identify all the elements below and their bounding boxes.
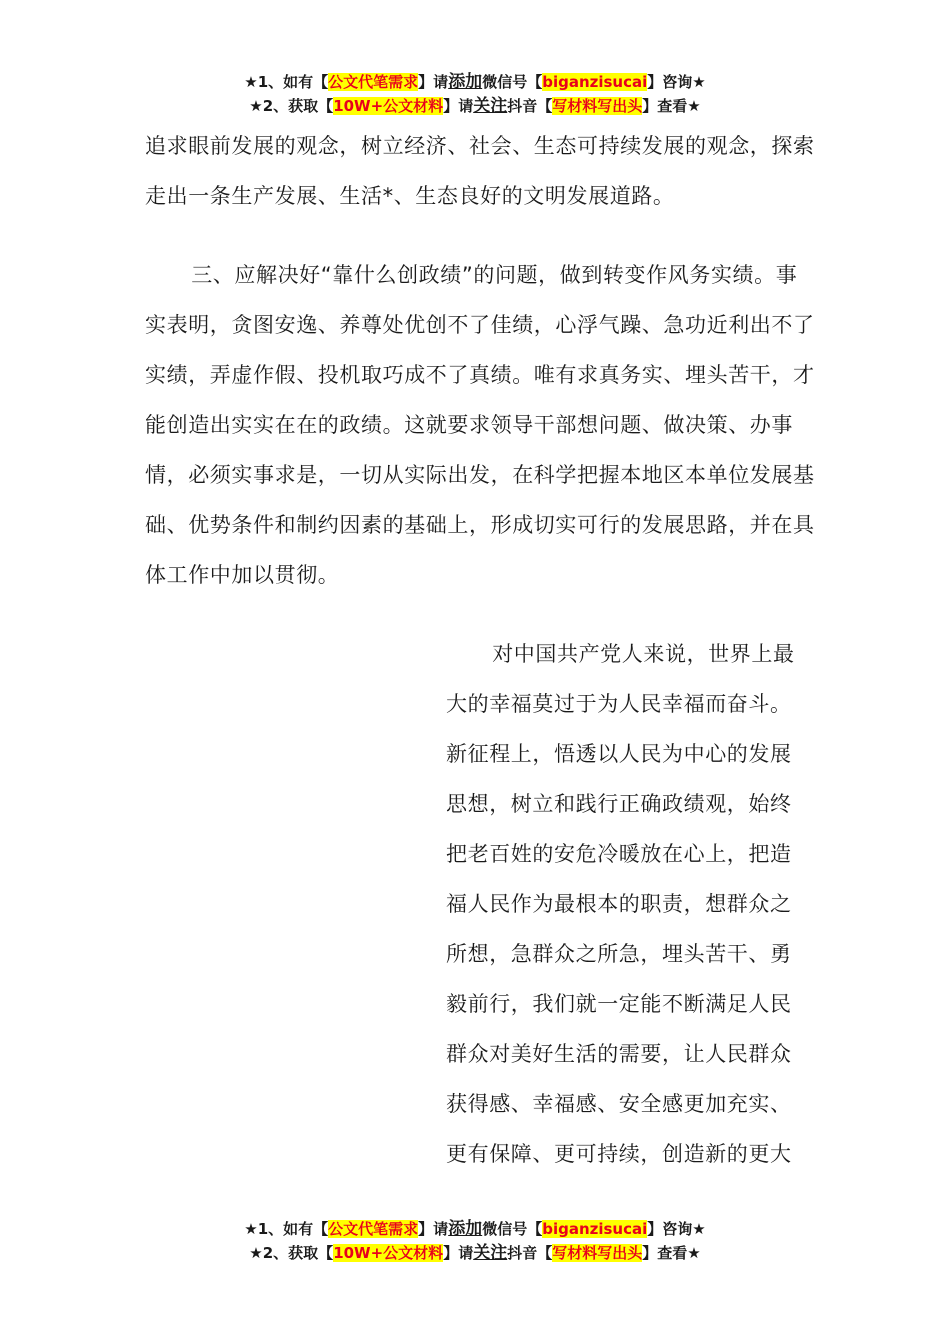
highlight-service: 公文代笔需求 bbox=[328, 73, 419, 91]
paragraph-text: 追求眼前发展的观念，树立经济、社会、生态可持续发展的观念，探索走出一条生产发展、生活*、生态良好的文明发展道路。 bbox=[145, 134, 815, 208]
paragraph-text: 三、应解决好“靠什么创政绩”的问题，做到转变作风务实绩。事实表明，贪图安逸、养尊处优创不了佳绩，心浮气躁、急功近利出不了实绩，弄虚作假、投机取巧成不了真绩。唯有求真务实、埋头苦干，才能创造出实实在在的政绩。这就要求领导干部想问题、做决策、办事情，必须实事求是，一切从实际出发，在科学把握本地区本单位发展基础、优势条件和制约因素的基础上，形成切实可行的发展思路，并在具体工作中加以贯彻。 bbox=[145, 263, 815, 587]
paragraph-text: 对中国共产党人来说，世界上最大的幸福莫过于为人民幸福而奋斗。新征程上，悟透以人民为中心的发展思想，树立和践行正确政绩观，始终把老百姓的安危冷暖放在心上，把造福人民作为最根本的职责，想群众之所想，急群众之所急，埋头苦干、勇毅前行，我们就一定能不断满足人民群众对美好生活的需要，让人民群众获得感、幸福感、安全感更加充实、更有保障、更可持续，创造新的更大 bbox=[446, 642, 795, 1166]
banner-line-2: ★2、获取【10W+公文材料】请关注抖音【写材料写出头】查看★ bbox=[249, 96, 701, 116]
banner-line-1: ★1、如有【公文代笔需求】请添加微信号【biganzisucai】咨询★ bbox=[244, 1219, 706, 1239]
highlight-service: 公文代笔需求 bbox=[328, 1220, 419, 1238]
header-banner bbox=[0, 70, 950, 118]
highlight-wechat-id: biganzisucai bbox=[542, 73, 648, 91]
highlight-wechat-id: biganzisucai bbox=[542, 1220, 648, 1238]
paragraph-2 bbox=[145, 250, 815, 600]
highlight-douyin: 写材料写出头 bbox=[552, 97, 643, 115]
banner-line-2: ★2、获取【10W+公文材料】请关注抖音【写材料写出头】查看★ bbox=[249, 1243, 701, 1263]
highlight-materials: 10W+公文材料 bbox=[333, 97, 444, 115]
banner-line-1: ★1、如有【公文代笔需求】请添加微信号【biganzisucai】咨询★ bbox=[244, 72, 706, 92]
highlight-materials: 10W+公文材料 bbox=[333, 1244, 444, 1262]
highlight-douyin: 写材料写出头 bbox=[552, 1244, 643, 1262]
footer-banner bbox=[0, 1217, 950, 1265]
paragraph-1 bbox=[145, 121, 815, 221]
paragraph-3 bbox=[446, 629, 808, 1179]
